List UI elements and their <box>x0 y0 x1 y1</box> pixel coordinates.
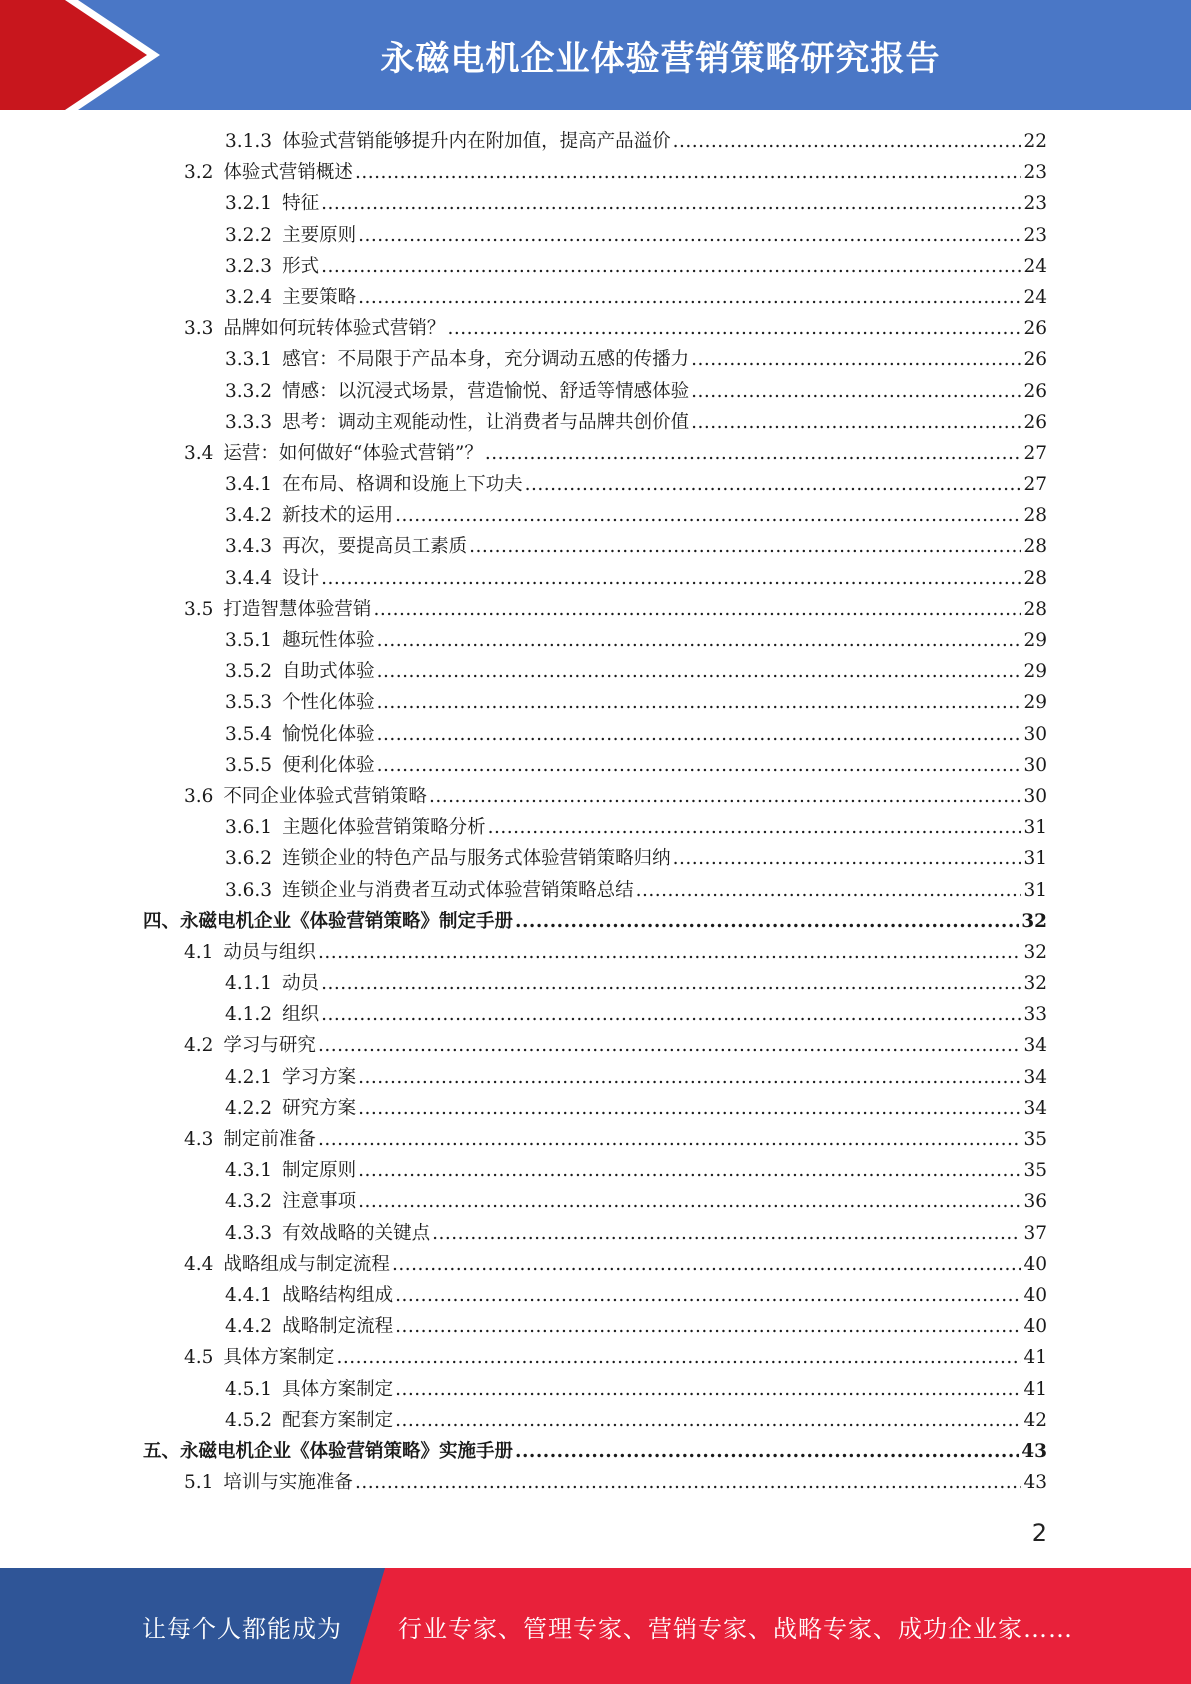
toc-entry-title: 形式 <box>282 255 320 277</box>
toc-entry-number: 3.2.3 <box>225 255 273 277</box>
toc-entry-page: 32 <box>1023 941 1047 963</box>
toc-entry[interactable] <box>0 251 1191 282</box>
toc-entry[interactable] <box>0 812 1191 843</box>
toc-entry-number: 4.2.1 <box>225 1066 273 1088</box>
toc-entry[interactable] <box>0 781 1191 812</box>
toc-entry-page: 29 <box>1023 661 1047 683</box>
toc-entry-page: 27 <box>1023 474 1047 496</box>
toc-dot-leader <box>358 1062 1021 1093</box>
toc-dot-leader <box>321 968 1021 999</box>
toc-entry-number: 3.3.1 <box>225 349 273 371</box>
toc-entry-number: 3.2.2 <box>225 224 273 246</box>
toc-entry-title: 学习与研究 <box>223 1035 316 1057</box>
toc-entry-number: 4.3.1 <box>225 1160 273 1182</box>
toc-entry-page: 26 <box>1023 411 1047 433</box>
toc-entry-title: 组织 <box>282 1004 320 1026</box>
toc-entry[interactable] <box>0 1249 1191 1280</box>
toc-entry-page: 31 <box>1023 879 1047 901</box>
toc-entry-number: 4.1.2 <box>225 1004 273 1026</box>
toc-dot-leader <box>377 625 1022 656</box>
toc-entry-title: 具体方案制定 <box>282 1378 394 1400</box>
toc-entry-number: 3.3 <box>184 318 214 340</box>
toc-entry-title: 品牌如何玩转体验式营销？ <box>223 318 446 340</box>
toc-entry-page: 26 <box>1023 318 1047 340</box>
toc-entry-page: 40 <box>1023 1284 1047 1306</box>
toc-dot-leader <box>355 157 1022 188</box>
toc-entry-number: 四、 <box>143 910 181 932</box>
toc-dot-leader <box>525 469 1022 500</box>
toc-entry-title: 思考：调动主观能动性，让消费者与品牌共创价值 <box>282 411 690 433</box>
report-title: 永磁电机企业体验营销策略研究报告 <box>380 38 941 79</box>
toc-entry-page: 33 <box>1023 1004 1047 1026</box>
toc-dot-leader <box>691 344 1021 375</box>
toc-entry-title: 连锁企业的特色产品与服务式体验营销策略归纳 <box>282 848 671 870</box>
toc-entry[interactable] <box>0 282 1191 313</box>
toc-entry-page: 36 <box>1023 1191 1047 1213</box>
toc-entry-number: 3.4 <box>184 442 214 464</box>
toc-entry-page: 30 <box>1023 754 1047 776</box>
toc-dot-leader <box>515 906 1019 937</box>
toc-entry[interactable] <box>0 906 1191 937</box>
toc-dot-leader <box>377 750 1022 781</box>
toc-entry[interactable] <box>0 407 1191 438</box>
toc-dot-leader <box>318 937 1022 968</box>
toc-entry-page: 34 <box>1023 1035 1047 1057</box>
toc-entry-page: 22 <box>1023 131 1047 152</box>
toc-entry[interactable] <box>0 1311 1191 1342</box>
toc-entry-number: 3.4.3 <box>225 536 273 558</box>
toc-dot-leader <box>321 563 1021 594</box>
toc-entry-number: 4.3.2 <box>225 1191 273 1213</box>
toc-entry-title: 愉悦化体验 <box>282 723 375 745</box>
toc-entry-title: 不同企业体验式营销策略 <box>223 785 427 807</box>
toc-entry[interactable] <box>0 1124 1191 1155</box>
toc-entry-title: 永磁电机企业《体验营销策略》实施手册 <box>180 1440 514 1462</box>
toc-entry[interactable] <box>0 469 1191 500</box>
toc-entry-title: 个性化体验 <box>282 692 375 714</box>
toc-entry-page: 24 <box>1023 255 1047 277</box>
toc-entry-title: 制定原则 <box>282 1160 357 1182</box>
toc-entry-number: 4.2.2 <box>225 1097 273 1119</box>
toc-entry[interactable] <box>0 1342 1191 1373</box>
toc-dot-leader <box>691 376 1021 407</box>
toc-entry-page: 32 <box>1023 973 1047 995</box>
toc-entry-title: 培训与实施准备 <box>223 1472 353 1494</box>
toc-entry-number: 3.5.2 <box>225 661 273 683</box>
toc-entry-title: 体验式营销概述 <box>223 162 353 184</box>
toc-entry[interactable] <box>0 1030 1191 1061</box>
toc-dot-leader <box>395 1311 1021 1342</box>
toc-entry[interactable] <box>0 594 1191 625</box>
toc-entry[interactable] <box>0 1218 1191 1249</box>
toc-dot-leader <box>429 781 1022 812</box>
toc-entry[interactable] <box>0 875 1191 906</box>
toc-entry-title: 制定前准备 <box>223 1129 316 1150</box>
toc-entry-number: 3.3.3 <box>225 411 273 433</box>
footer-slogan-left: 让每个人都能成为 <box>142 1614 342 1643</box>
toc-entry-page: 29 <box>1023 630 1047 651</box>
toc-entry-title: 动员与组织 <box>223 941 316 963</box>
toc-dot-leader <box>358 1186 1021 1217</box>
toc-entry-title: 具体方案制定 <box>223 1347 335 1369</box>
toc-entry-title: 特征 <box>282 193 320 215</box>
toc-entry-number: 4.5.2 <box>225 1409 273 1431</box>
toc-entry[interactable] <box>0 968 1191 999</box>
toc-entry[interactable] <box>0 625 1191 656</box>
toc-entry[interactable] <box>0 1186 1191 1217</box>
toc-entry[interactable] <box>0 563 1191 594</box>
toc-entry-number: 3.4.4 <box>225 567 273 589</box>
toc-entry-number: 4.5 <box>184 1347 214 1369</box>
toc-entry-page: 43 <box>1023 1472 1047 1494</box>
toc-entry-number: 3.5.1 <box>225 630 273 651</box>
toc-dot-leader <box>336 1342 1021 1373</box>
toc-entry-title: 再次，要提高员工素质 <box>282 536 468 558</box>
toc-entry-title: 主题化体验营销策略分析 <box>282 817 486 839</box>
toc-entry-title: 体验式营销能够提升内在附加值，提高产品溢价 <box>282 131 671 152</box>
toc-entry[interactable] <box>0 157 1191 188</box>
toc-entry[interactable] <box>0 531 1191 562</box>
toc-entry-page: 23 <box>1023 224 1047 246</box>
toc-entry-page: 35 <box>1023 1160 1047 1182</box>
toc-entry-page: 24 <box>1023 286 1047 308</box>
toc-entry[interactable] <box>0 1062 1191 1093</box>
toc-entry-page: 37 <box>1023 1222 1047 1244</box>
toc-entry-number: 4.4 <box>184 1253 214 1275</box>
toc-entry-number: 4.1.1 <box>225 973 273 995</box>
page-number: 2 <box>1031 1519 1047 1547</box>
toc-entry-number: 3.5.4 <box>225 723 273 745</box>
toc-entry-page: 31 <box>1023 848 1047 870</box>
page-header <box>0 0 1191 110</box>
toc-dot-leader <box>485 438 1022 469</box>
toc-entry-page: 32 <box>1021 910 1047 932</box>
toc-entry[interactable] <box>0 1093 1191 1124</box>
toc-dot-leader <box>377 687 1022 718</box>
toc-entry[interactable] <box>0 656 1191 687</box>
toc-entry-page: 40 <box>1023 1253 1047 1275</box>
toc-entry-number: 3.5.3 <box>225 692 273 714</box>
toc-entry-title: 动员 <box>282 973 320 995</box>
toc-entry-title: 战略组成与制定流程 <box>223 1253 390 1275</box>
toc-entry-title: 战略制定流程 <box>282 1316 394 1338</box>
toc-entry-title: 在布局、格调和设施上下功夫 <box>282 474 523 496</box>
toc-entry-title: 连锁企业与消费者互动式体验营销策略总结 <box>282 879 634 901</box>
toc-entry-number: 3.6.2 <box>225 848 273 870</box>
toc-dot-leader <box>321 188 1021 219</box>
toc-entry-page: 31 <box>1023 817 1047 839</box>
toc-entry-page: 41 <box>1023 1347 1047 1369</box>
toc-entry-number: 3.6.3 <box>225 879 273 901</box>
toc-entry-number: 3.3.2 <box>225 380 273 402</box>
toc-entry-number: 4.2 <box>184 1035 214 1057</box>
toc-entry-title: 研究方案 <box>282 1097 357 1119</box>
toc-dot-leader <box>321 999 1021 1030</box>
toc-entry[interactable] <box>0 1467 1191 1498</box>
toc-dot-leader <box>358 1155 1021 1186</box>
toc-entry-number: 4.3.3 <box>225 1222 273 1244</box>
toc-entry-title: 战略结构组成 <box>282 1284 394 1306</box>
toc-dot-leader <box>636 875 1022 906</box>
toc-entry-number: 4.1 <box>184 941 214 963</box>
toc-entry[interactable] <box>0 750 1191 781</box>
toc-dot-leader <box>395 1405 1021 1436</box>
toc-entry[interactable] <box>0 376 1191 407</box>
toc-entry-title: 情感：以沉浸式场景，营造愉悦、舒适等情感体验 <box>282 380 690 402</box>
toc-dot-leader <box>358 1093 1021 1124</box>
toc-dot-leader <box>447 313 1021 344</box>
toc-entry-number: 3.2.4 <box>225 286 273 308</box>
toc-dot-leader <box>515 1436 1019 1467</box>
toc-entry-page: 42 <box>1023 1409 1047 1431</box>
toc-entry-page: 34 <box>1023 1066 1047 1088</box>
toc-entry-page: 28 <box>1023 567 1047 589</box>
toc-entry[interactable] <box>0 1436 1191 1467</box>
toc-entry-title: 主要原则 <box>282 224 357 246</box>
toc-entry[interactable] <box>0 1280 1191 1311</box>
toc-entry[interactable] <box>0 687 1191 718</box>
toc-entry-number: 4.4.1 <box>225 1284 273 1306</box>
toc-entry-number: 4.4.2 <box>225 1316 273 1338</box>
toc-entry-number: 3.6.1 <box>225 817 273 839</box>
toc-entry-title: 主要策略 <box>282 286 357 308</box>
toc-entry-number: 5.1 <box>184 1472 214 1494</box>
toc-entry[interactable] <box>0 313 1191 344</box>
toc-dot-leader <box>355 1467 1022 1498</box>
toc-dot-leader <box>321 251 1021 282</box>
toc-dot-leader <box>691 407 1021 438</box>
toc-dot-leader <box>377 656 1022 687</box>
toc-entry[interactable] <box>0 937 1191 968</box>
toc-entry[interactable] <box>0 843 1191 874</box>
page-footer <box>0 1568 1191 1684</box>
toc-entry[interactable] <box>0 500 1191 531</box>
header-red-arrow <box>0 0 150 110</box>
toc-entry-page: 26 <box>1023 380 1047 402</box>
footer-slogan-right: 行业专家、管理专家、营销专家、战略专家、成功企业家…… <box>398 1614 1073 1643</box>
toc-entry-page: 28 <box>1023 505 1047 527</box>
toc-entry[interactable] <box>0 1405 1191 1436</box>
toc-entry-number: 4.5.1 <box>225 1378 273 1400</box>
toc-dot-leader <box>673 126 1022 157</box>
toc-entry[interactable] <box>0 126 1191 157</box>
toc-entry-page: 40 <box>1023 1316 1047 1338</box>
toc-entry-page: 43 <box>1021 1440 1047 1462</box>
toc-entry-page: 35 <box>1023 1129 1047 1150</box>
toc-entry-title: 永磁电机企业《体验营销策略》制定手册 <box>180 910 514 932</box>
toc-dot-leader <box>469 531 1021 562</box>
toc-entry-title: 有效战略的关键点 <box>282 1222 431 1244</box>
toc-dot-leader <box>318 1124 1022 1155</box>
toc-entry-page: 41 <box>1023 1378 1047 1400</box>
toc-entry-number: 3.5.5 <box>225 754 273 776</box>
toc-dot-leader <box>395 500 1021 531</box>
toc-entry-page: 29 <box>1023 692 1047 714</box>
toc-entry[interactable] <box>0 344 1191 375</box>
toc-entry-number: 3.6 <box>184 785 214 807</box>
toc-entry[interactable] <box>0 1374 1191 1405</box>
toc-entry-title: 感官：不局限于产品本身，充分调动五感的传播力 <box>282 349 690 371</box>
toc-dot-leader <box>358 282 1021 313</box>
toc-entry-title: 便利化体验 <box>282 754 375 776</box>
toc-entry[interactable] <box>0 1155 1191 1186</box>
toc-entry-title: 趣玩性体验 <box>282 630 375 651</box>
toc-entry-title: 自助式体验 <box>282 661 375 683</box>
toc-entry-number: 3.1.3 <box>225 131 273 152</box>
toc-entry-number: 3.2.1 <box>225 193 273 215</box>
toc-dot-leader <box>318 1030 1022 1061</box>
toc-entry-page: 28 <box>1023 536 1047 558</box>
toc-entry-title: 学习方案 <box>282 1066 357 1088</box>
toc-entry-page: 30 <box>1023 785 1047 807</box>
toc-dot-leader <box>392 1249 1022 1280</box>
toc-entry-page: 26 <box>1023 349 1047 371</box>
table-of-contents <box>0 126 1191 1498</box>
toc-entry[interactable] <box>0 220 1191 251</box>
toc-entry-title: 打造智慧体验营销 <box>223 598 372 620</box>
toc-entry-number: 3.2 <box>184 162 214 184</box>
toc-entry[interactable] <box>0 188 1191 219</box>
toc-entry-title: 设计 <box>282 567 320 589</box>
toc-dot-leader <box>395 1374 1021 1405</box>
toc-dot-leader <box>432 1218 1021 1249</box>
toc-entry-page: 28 <box>1023 598 1047 620</box>
toc-dot-leader <box>373 594 1021 625</box>
toc-entry-number: 3.4.1 <box>225 474 273 496</box>
toc-dot-leader <box>358 220 1021 251</box>
toc-entry-title: 配套方案制定 <box>282 1409 394 1431</box>
toc-entry-page: 23 <box>1023 162 1047 184</box>
toc-dot-leader <box>395 1280 1021 1311</box>
toc-dot-leader <box>488 812 1022 843</box>
toc-entry-page: 30 <box>1023 723 1047 745</box>
toc-entry-number: 4.3 <box>184 1129 214 1150</box>
toc-entry-number: 3.4.2 <box>225 505 273 527</box>
toc-entry-page: 23 <box>1023 193 1047 215</box>
toc-entry-page: 27 <box>1023 442 1047 464</box>
toc-dot-leader <box>673 843 1022 874</box>
toc-entry-number: 五、 <box>143 1440 181 1462</box>
toc-entry-number: 3.5 <box>184 598 214 620</box>
toc-entry-title: 新技术的运用 <box>282 505 394 527</box>
toc-entry-title: 注意事项 <box>282 1191 357 1213</box>
toc-dot-leader <box>377 719 1022 750</box>
toc-entry[interactable] <box>0 999 1191 1030</box>
toc-entry-page: 34 <box>1023 1097 1047 1119</box>
toc-entry[interactable] <box>0 438 1191 469</box>
toc-entry[interactable] <box>0 719 1191 750</box>
toc-entry-title: 运营：如何做好“体验式营销”？ <box>223 442 483 464</box>
